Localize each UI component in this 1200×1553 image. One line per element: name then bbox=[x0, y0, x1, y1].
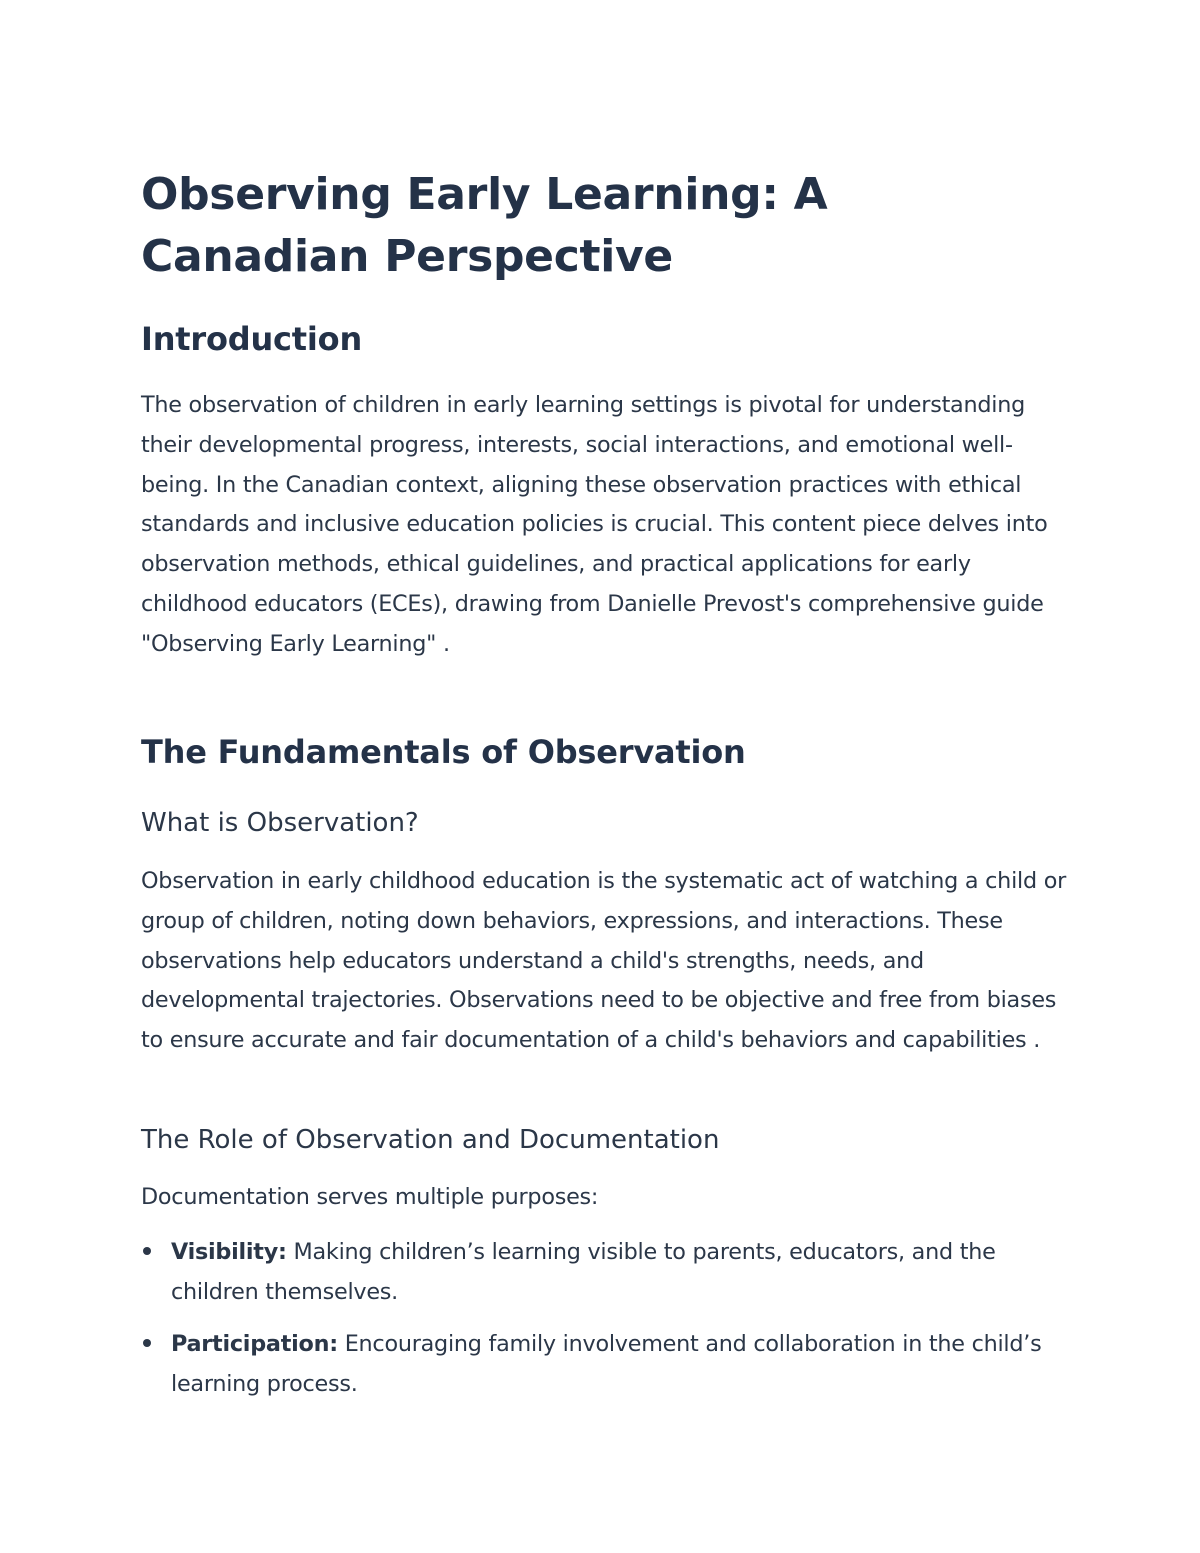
list-item-participation bbox=[141, 1324, 1066, 1404]
what-is-observation-paragraph: Observation in early childhood education is the systematic act of watching a child or group of children, noting down behaviors, expressions, and interactions. These observations help educators understand a child's strengths, needs, and developmental trajectories. Observations need to be objective and free from biases to ensure accurate and fair documentation of a child's behaviors and capabilities . bbox=[141, 868, 1067, 1054]
document-title: Observing Early Learning: A Canadian Perspective bbox=[141, 169, 828, 282]
list-item-visibility bbox=[141, 1232, 1066, 1312]
subsection-heading-role-of-observation: The Role of Observation and Documentation bbox=[141, 1125, 720, 1155]
list-item-text: Making children’s learning visible to parents, educators, and the children themselves. bbox=[171, 1239, 996, 1305]
documentation-intro-paragraph: Documentation serves multiple purposes: bbox=[141, 1184, 599, 1210]
documentation-purposes-list bbox=[141, 1232, 1066, 1416]
list-item-term: Visibility: bbox=[171, 1239, 287, 1265]
bullet-dot-icon bbox=[143, 1339, 151, 1347]
section-heading-fundamentals: The Fundamentals of Observation bbox=[141, 733, 746, 771]
list-item-term: Participation: bbox=[171, 1331, 338, 1357]
bullet-dot-icon bbox=[143, 1247, 151, 1255]
introduction-paragraph: The observation of children in early learning settings is pivotal for understanding their developmental progress, interests, social interactions, and emotional well-being. In the Canadian context, aligning these observation practices with ethical standards and inclusive education policies is crucial. This content piece delves into observation methods, ethical guidelines, and practical applications for early childhood educators (ECEs), drawing from Danielle Prevost's comprehensive guide "Observing Early Learning" . bbox=[141, 392, 1048, 657]
subsection-heading-what-is-observation: What is Observation? bbox=[141, 808, 419, 838]
list-item-text: Encouraging family involvement and collaboration in the child’s learning process. bbox=[171, 1331, 1042, 1397]
section-heading-introduction: Introduction bbox=[141, 320, 363, 358]
